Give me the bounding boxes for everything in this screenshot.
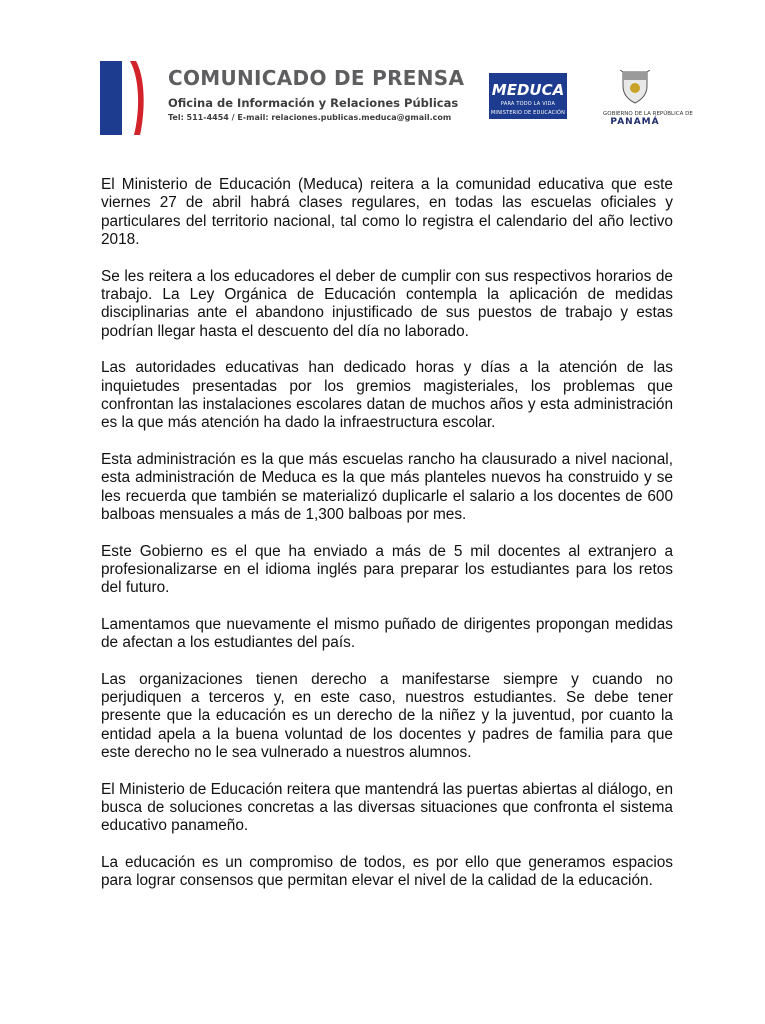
meduca-logo-name: MEDUCA [491, 81, 565, 99]
press-release-title: COMUNICADO DE PRENSA [168, 66, 465, 90]
paragraph-authorities: Las autoridades educativas han dedicado horas y días a la atención de las inquietudes presentadas por los gremios magisteriales, los problemas que confrontan las instalaciones escolares datan de muchos años y esta administración es la que más atención ha dado la infraestructura escolar. [101, 359, 673, 432]
press-release-body [101, 176, 673, 909]
header-text-block [168, 66, 478, 122]
contact-info: Tel: 511-4454 / E-mail: relaciones.publicas.meduca@gmail.com [168, 113, 452, 122]
government-logo-line2: PANAMÁ [610, 117, 660, 127]
meduca-logo [489, 73, 567, 119]
paragraph-teachers-abroad: Este Gobierno es el que ha enviado a más de 5 mil docentes al extranjero a profesionalizarse en el idioma inglés para preparar los estudiantes para los retos del futuro. [101, 542, 673, 597]
paragraph-administration-achievements: Esta administración es la que más escuelas rancho ha clausurado a nivel nacional, esta administración de Meduca es la que más planteles nuevos ha construido y se les recuerda que también se materializó duplicarle el salario a los docentes de 600 balboas mensuales a más de 1,300 balboas por mes. [101, 450, 673, 524]
paragraph-leaders: Lamentamos que nuevamente el mismo puñado de dirigentes propongan medidas de afectan a los estudiantes del país. [101, 615, 673, 652]
paragraph-teacher-duty: Se les reitera a los educadores el deber de cumplir con sus respectivos horarios de trabajo. La Ley Orgánica de Educación contempla la aplicación de medidas disciplinarias ante el abandono injustificado de sus puestos de trabajo y estas podrían llegar hasta el descuento del día no laborado. [101, 267, 673, 340]
meduca-logo-subtitle: MINISTERIO DE EDUCACIÓN [490, 110, 566, 116]
paragraph-classes-friday: El Ministerio de Educación (Meduca) reitera a la comunidad educativa que este viernes 27 de abril habrá clases regulares, en todas las escuelas oficiales y particulares del territorio nacional, tal como lo registra el calendario del año lectivo 2018. [101, 176, 673, 249]
paragraph-commitment: La educación es un compromiso de todos, es por ello que generamos espacios para lograr consensos que permitan elevar el nivel de la calidad de la educación. [101, 853, 673, 890]
government-logo [603, 70, 693, 130]
paragraph-right-to-protest: Las organizaciones tienen derecho a manifestarse siempre y cuando no perjudiquen a terceros y, en este caso, nuestros estudiantes. Se debe tener presente que la educación es un derecho de la niñez y la juventud, por cuanto la entidad apela a la buena voluntad de los docentes y padres de familia para que este derecho no le sea vulnerado a nuestros alumnos. [101, 670, 673, 762]
paragraph-dialogue: El Ministerio de Educación reitera que mantendrá las puertas abiertas al diálogo, en busca de soluciones concretas a las diversas situaciones que confronta el sistema educativo panameño. [101, 780, 673, 835]
press-release-header [100, 58, 693, 138]
flag-stripes-logo [100, 61, 144, 135]
meduca-logo-tagline: PARA TODO LA VIDA [500, 101, 556, 107]
office-name: Oficina de Información y Relaciones Públicas [168, 96, 459, 110]
government-logo-line1: GOBIERNO DE LA REPÚBLICA DE [603, 111, 693, 117]
coat-of-arms-icon [620, 70, 650, 104]
